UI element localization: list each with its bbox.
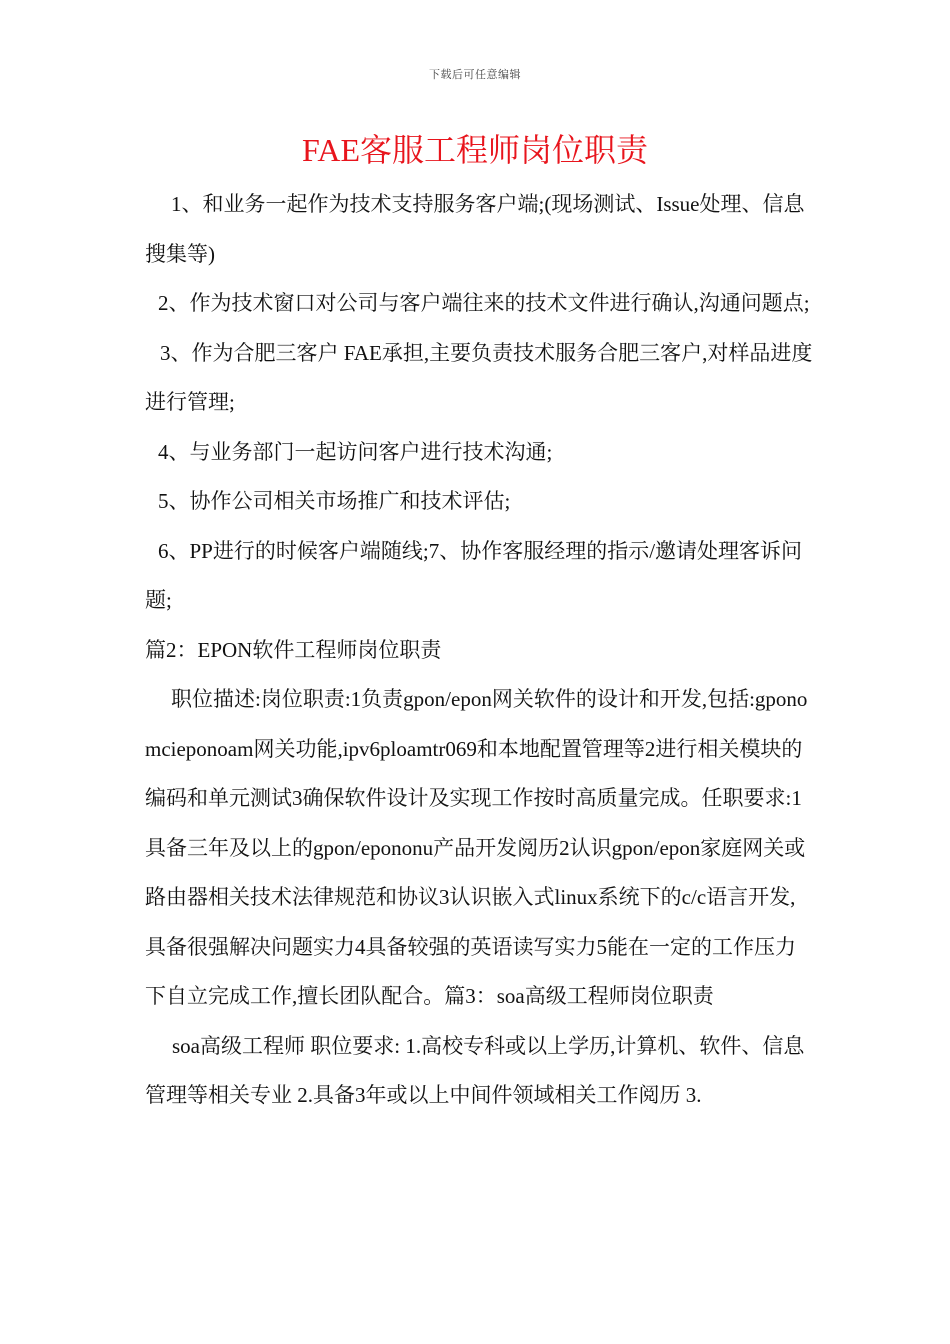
paragraph-duty-1: 1、和业务一起作为技术支持服务客户端;(现场测试、Issue处理、信息搜集等) — [145, 192, 805, 266]
paragraph-soa-requirements: soa高级工程师 职位要求: 1.高校专科或以上学历,计算机、软件、信息管理等相关专业 2.具备3年或以上中间件领域相关工作阅历 3. — [145, 1033, 805, 1107]
paragraph-duty-2: 2、作为技术窗口对公司与客户端往来的技术文件进行确认,沟通问题点; — [158, 291, 810, 315]
header-note: 下载后可任意编辑 — [429, 69, 521, 81]
page-title: FAE客服工程师岗位职责 — [301, 132, 649, 168]
paragraph-epon-description: 职位描述:岗位职责:1负责gpon/epon网关软件的设计和开发,包括:gponomcieponoam网关功能,ipv6ploamtr069和本地配置管理等2进行相关模块的编码和单元测试3确保软件设计及实现工作按时高质量完成。任职要求:1具备三年及以上的gpon/epononu产品开发阅历2认识gpon/epon家庭网关或路由器相关技术法律规范和协议3认识嵌入式linux系统下的c/c语言开发,具备很强解决问题实力4具备较强的英语读写实力5能在一定的工作压力下自立完成工作,擅长团队配合。篇3：soa高级工程师岗位职责 — [145, 687, 808, 1008]
section-heading-2: 篇2：EPON软件工程师岗位职责 — [145, 637, 442, 662]
paragraph-duty-6: 6、PP进行的时候客户端随线;7、协作客服经理的指示/邀请处理客诉问题; — [145, 538, 803, 612]
paragraph-duty-4: 4、与业务部门一起访问客户进行技术沟通; — [158, 439, 553, 464]
paragraph-duty-3: 3、作为合肥三客户 FAE承担,主要负责技术服务合肥三客户,对样品进度进行管理; — [145, 340, 813, 414]
document-body — [145, 180, 815, 1121]
paragraph-duty-5: 5、协作公司相关市场推广和技术评估; — [158, 489, 511, 513]
